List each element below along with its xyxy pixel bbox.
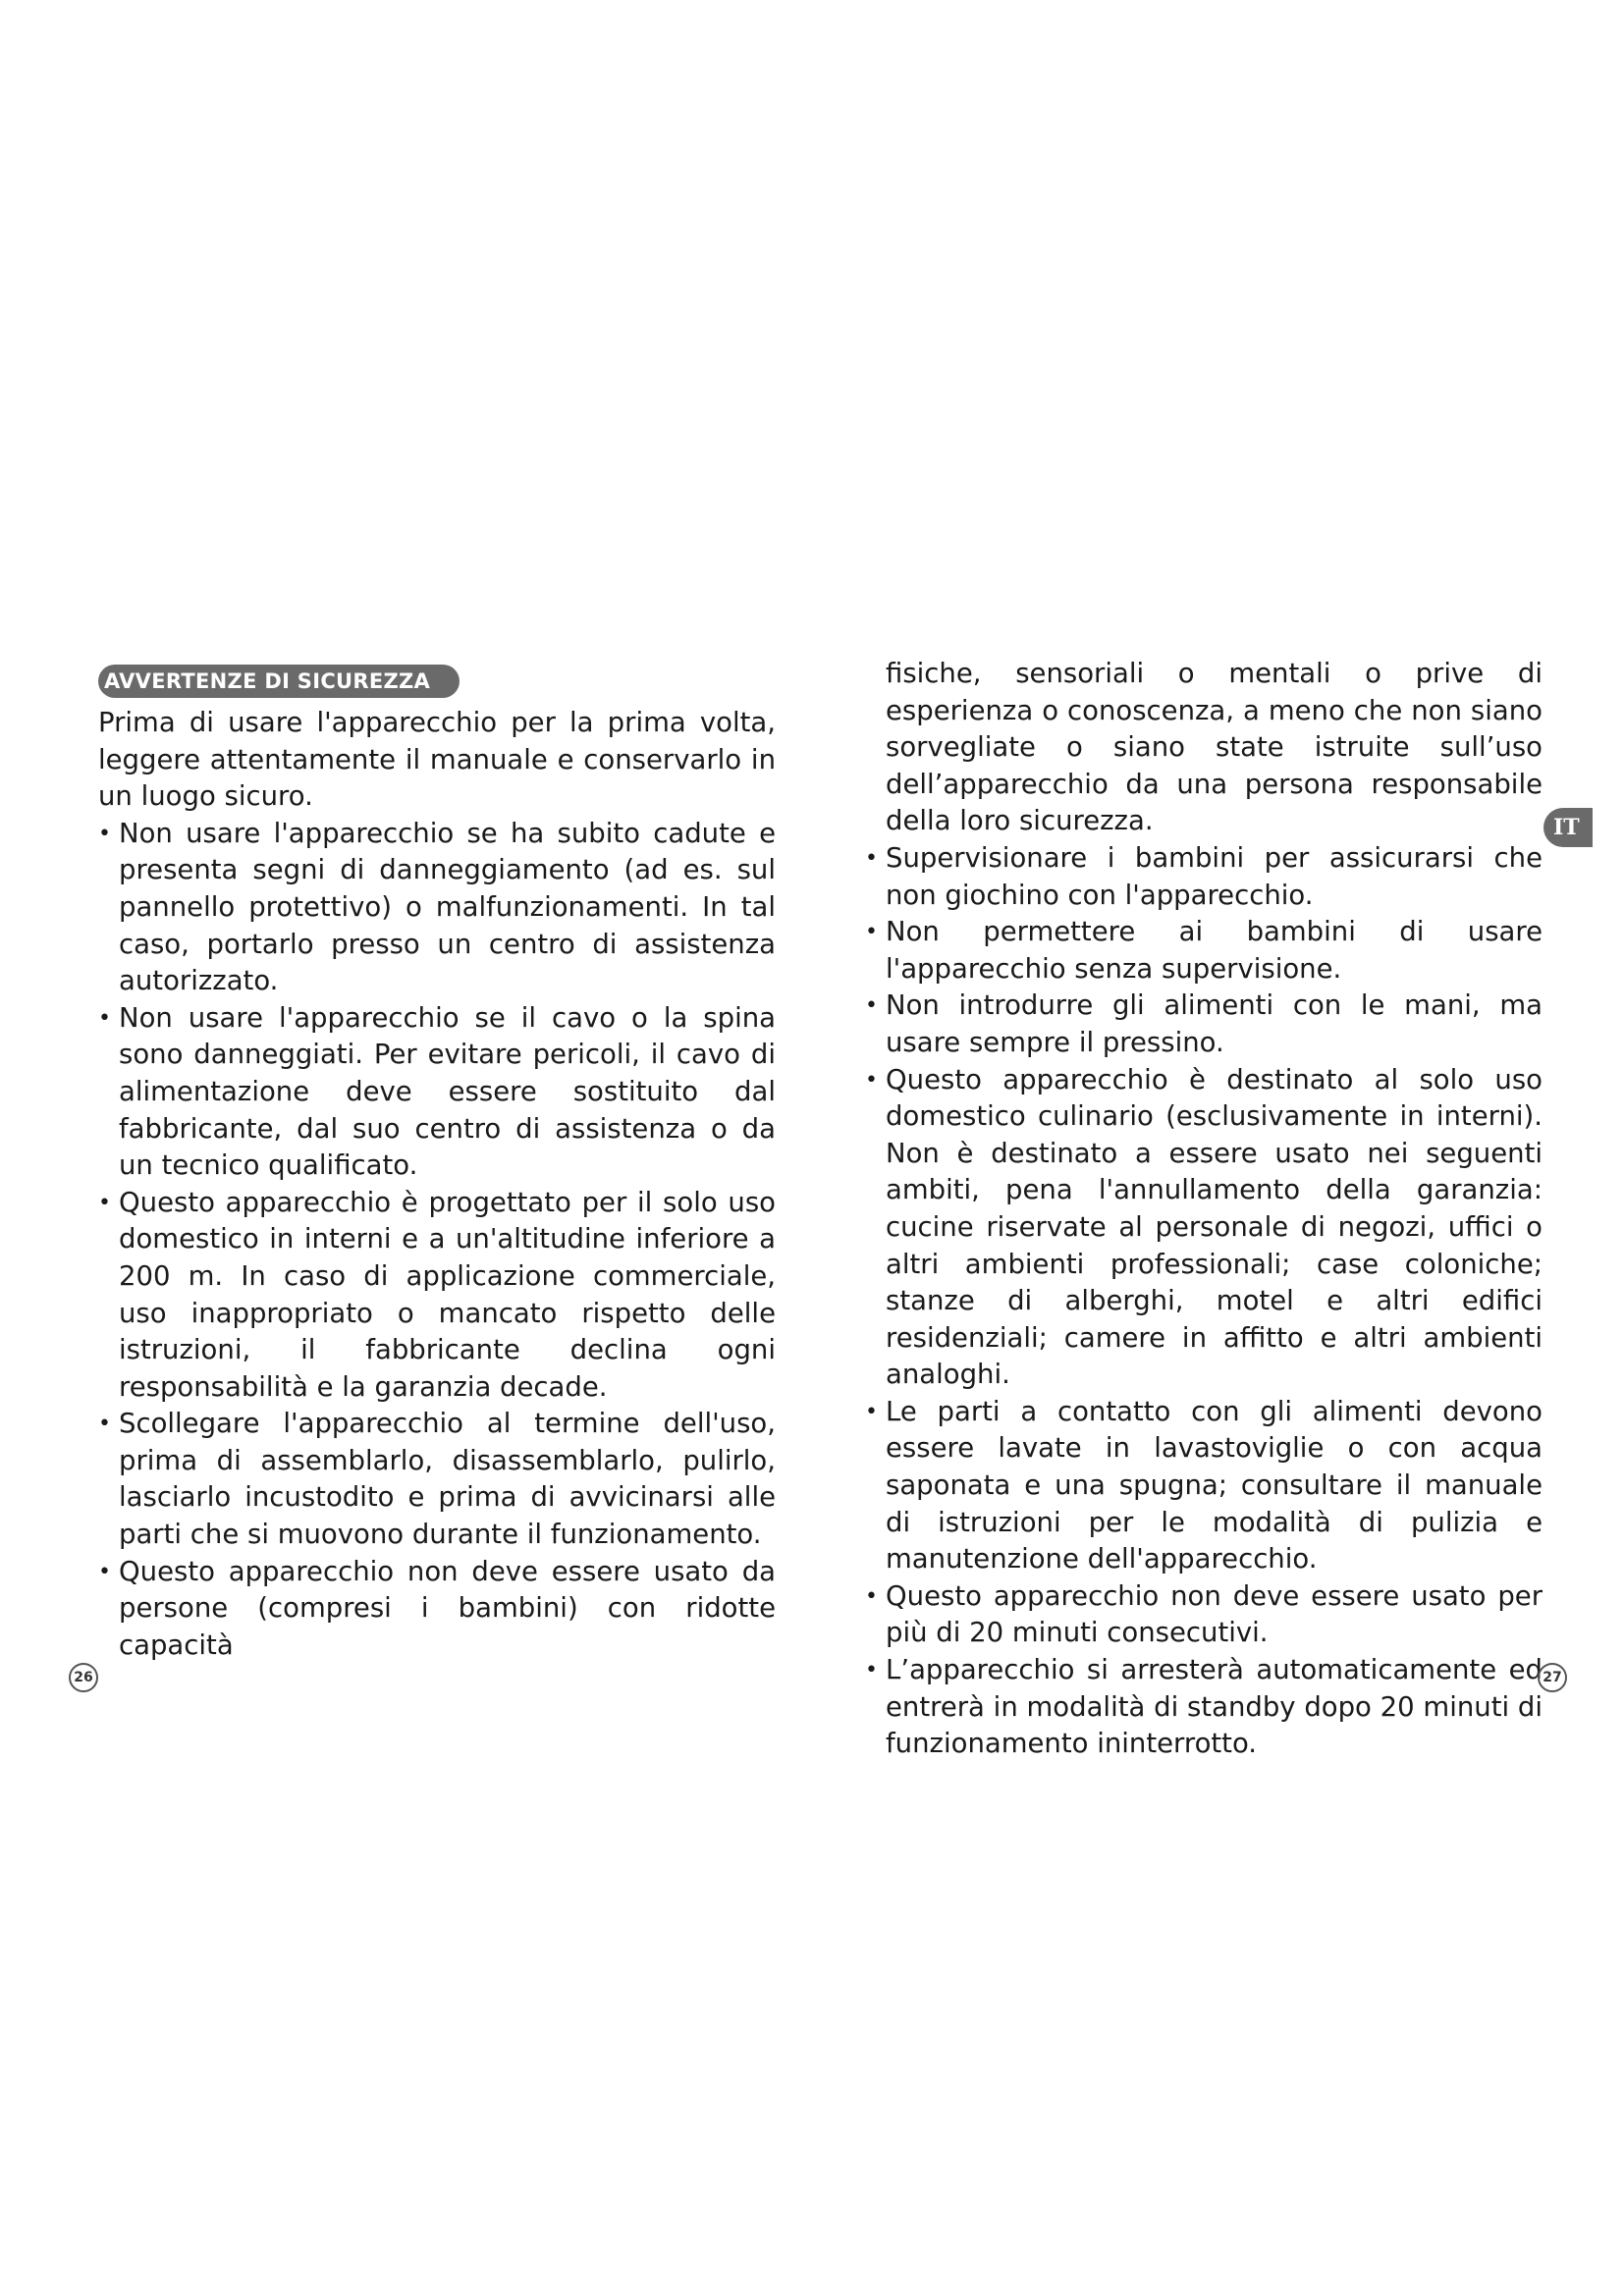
language-tab: IT: [1543, 808, 1593, 847]
page-number-left: 26: [69, 1663, 98, 1692]
list-item: • Questo apparecchio non deve essere usato da persone (compresi i bambini) con ridotte capacità: [98, 1555, 776, 1661]
bullet-icon: •: [98, 1412, 111, 1437]
bullet-icon: •: [865, 993, 878, 1019]
list-item: • Non usare l'apparecchio se il cavo o la spina sono danneggiati. Per evitare pericoli, il cavo di alimentazione deve essere sostituito dal fabbricante, dal suo centro di assistenza o da un tecnico qualificato.: [98, 1001, 776, 1182]
intro-paragraph: Prima di usare l'apparecchio per la prima volta, leggere attentamente il manuale e conservarlo in un luogo sicuro.: [98, 707, 776, 813]
bullet-icon: •: [865, 845, 878, 871]
list-item: • Non usare l'apparecchio se ha subito cadute e presenta segni di danneggiamento (ad es. sul pannello protettivo) o malfunzionamenti. In tal caso, portarlo presso un centro di assistenza autorizzato.: [98, 817, 776, 997]
bullet-icon: •: [98, 1559, 111, 1584]
list-item: • Questo apparecchio è progettato per il solo uso domestico in interni e a un'altitudine inferiore a 200 m. In caso di applicazione commerciale, uso inappropriato o mancato rispetto delle istruzioni, il fabbricante declina ogni responsabilità e la garanzia decade.: [98, 1186, 776, 1403]
list-item: • Questo apparecchio è destinato al solo uso domestico culinario (esclusivamente in interni). Non è destinato a essere usato nei seguenti ambiti, pena l'annullamento della garanzia: cucine riservate al personale di negozi, uffici o altri ambienti professionali; case coloniche; stanze di alberghi, motel e altri edifici residenziali; camere in affitto e altri ambienti analoghi.: [865, 1063, 1543, 1391]
list-item: • Non introdurre gli alimenti con le mani, ma usare sempre il pressino.: [865, 989, 1543, 1058]
list-item: • Scollegare l'apparecchio al termine dell'uso, prima di assemblarlo, disassemblarlo, pulirlo, lasciarlo incustodito e prima di avvicinarsi alle parti che si muovono durante il funzionamento.: [98, 1408, 776, 1551]
page-number-right: 27: [1538, 1663, 1567, 1692]
list-item: • L’apparecchio si arresterà automaticamente ed entrerà in modalità di standby dopo 20 minuti di funzionamento ininterrotto.: [865, 1654, 1543, 1760]
left-column: [98, 705, 776, 1664]
section-heading: AVVERTENZE DI SICUREZZA: [98, 665, 460, 698]
bullet-icon: •: [98, 821, 111, 846]
bullet-icon: •: [865, 1399, 878, 1424]
list-item: • Le parti a contatto con gli alimenti devono essere lavate in lavastoviglie o con acqua saponata e una spugna; consultare il manuale di istruzioni per le modalità di pulizia e manutenzione dell'apparecchio.: [865, 1395, 1543, 1575]
list-item: • Non permettere ai bambini di usare l'apparecchio senza supervisione.: [865, 916, 1543, 985]
right-bullet-list: [865, 840, 1543, 1763]
list-item: • Supervisionare i bambini per assicurarsi che non giochino con l'apparecchio.: [865, 841, 1543, 911]
bullet-icon: •: [865, 1583, 878, 1609]
bullet-icon: •: [865, 1658, 878, 1683]
bullet-icon: •: [865, 1067, 878, 1093]
left-bullet-list: [98, 816, 776, 1665]
continued-paragraph: fisiche, sensoriali o mentali o prive di esperienza o conoscenza, a meno che non siano sorvegliate o siano state istruite sull’uso dell’apparecchio da una persona responsabile della loro sicurezza.: [886, 658, 1543, 837]
bullet-icon: •: [98, 1005, 111, 1031]
right-column: [865, 656, 1543, 1763]
bullet-icon: •: [98, 1190, 111, 1215]
bullet-icon: •: [865, 920, 878, 945]
list-item: • Questo apparecchio non deve essere usato per più di 20 minuti consecutivi.: [865, 1579, 1543, 1649]
